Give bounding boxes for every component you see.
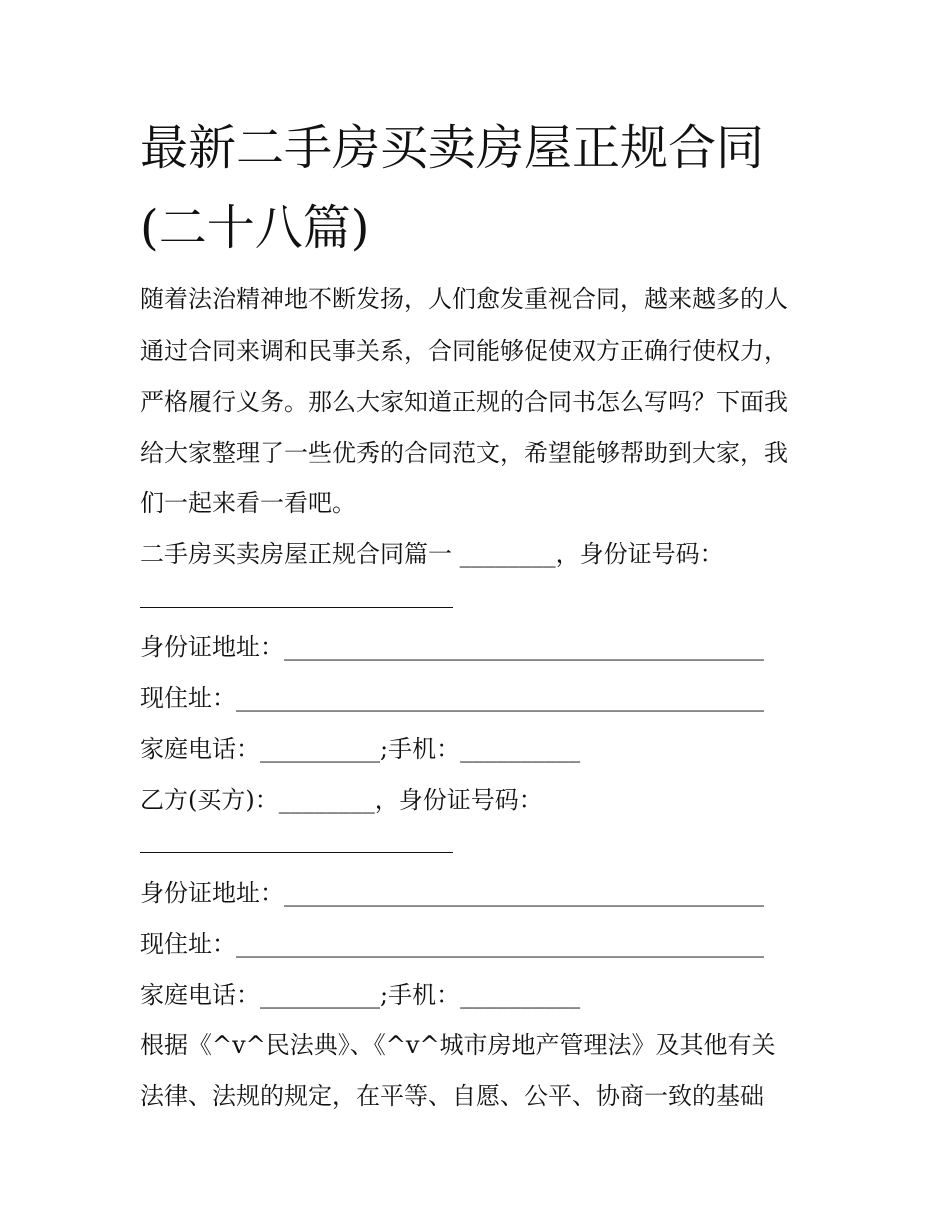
buyer-name-id-line: 乙方(买方)：________，身份证号码：	[140, 786, 543, 814]
intro-paragraph-line: 严格履行义务。那么大家知道正规的合同书怎么写吗？下面我	[140, 388, 788, 416]
buyer-phone-line: 家庭电话：__________;手机：__________	[140, 981, 581, 1009]
seller-id-number-blank	[140, 607, 453, 608]
intro-paragraph-line: 给大家整理了一些优秀的合同范文，希望能够帮助到大家，我	[140, 439, 788, 467]
legal-basis-line: 法律、法规的规定，在平等、自愿、公平、协商一致的基础	[140, 1082, 764, 1110]
buyer-id-number-blank	[140, 852, 453, 853]
seller-current-address-line: 现住址：____________________________________________	[140, 684, 764, 712]
document-title-line-1: 最新二手房买卖房屋正规合同	[140, 120, 765, 176]
seller-phone-line: 家庭电话：__________;手机：__________	[140, 735, 581, 763]
intro-paragraph-line: 通过合同来调和民事关系，合同能够促使双方正确行使权力，	[140, 337, 788, 365]
seller-name-id-line: 二手房买卖房屋正规合同篇一 ________，身份证号码：	[140, 540, 724, 568]
buyer-id-address-line: 身份证地址：________________________________________	[140, 879, 764, 907]
intro-paragraph-line: 们一起来看一看吧。	[140, 489, 356, 517]
legal-basis-line: 根据《^v^民法典》、《^v^城市房地产管理法》及其他有关	[140, 1031, 776, 1059]
seller-id-address-line: 身份证地址：________________________________________	[140, 633, 764, 661]
intro-paragraph-line: 随着法治精神地不断发扬，人们愈发重视合同，越来越多的人	[140, 285, 788, 313]
buyer-current-address-line: 现住址：____________________________________________	[140, 930, 764, 958]
document-title-line-2: (二十八篇)	[140, 200, 370, 256]
